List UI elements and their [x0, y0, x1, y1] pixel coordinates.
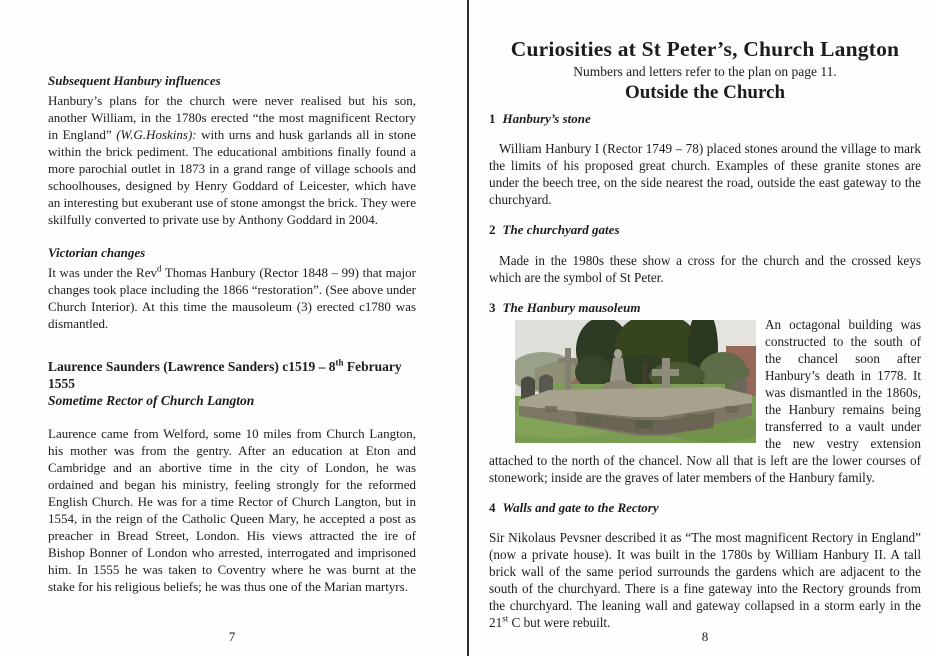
paragraph-text: Hanbury’s plans for the church were never realised but his son, another William, in the 1780s erected “the most magnificent Rectory in England”	[48, 93, 416, 142]
item-name: The churchyard gates	[502, 222, 620, 238]
item-body-text: C but were rebuilt.	[508, 614, 611, 630]
item-number: 1	[489, 111, 496, 126]
item-body-hanbury-mausoleum	[489, 316, 921, 486]
page-right	[489, 37, 921, 644]
item-body-walls-and-gate	[489, 529, 921, 631]
item-heading-walls-and-gate	[489, 499, 921, 516]
page-number-right: 8	[701, 629, 709, 644]
heading-victorian-changes: Victorian changes	[48, 245, 146, 260]
item-body-text: Sir Nikolaus Pevsner described it as “The most magnificent Rectory in England” (now a private house). It was built in the 1780s by William Hanbury II. A tall brick wall of the same period surrounds the gardens which are adjacent to the south of the churchyard. There is a fine gateway into the Rectory grounds from the churchyard. The leaning wall and gateway collapsed in a storm early in the 21	[489, 529, 921, 630]
item-name: The Hanbury mausoleum	[502, 299, 641, 315]
churchyard-photo-graphic	[515, 320, 756, 443]
paragraph-victorian-changes	[48, 264, 416, 332]
item-heading-hanbury-mausoleum	[489, 299, 921, 316]
heading-text: February 1555	[48, 359, 402, 391]
page-number-left: 7	[228, 629, 236, 644]
item-body-churchyard-gates: Made in the 1980s these show a cross for the church and the crossed keys which are the symbol of St Peter.	[489, 252, 921, 285]
item-name: Walls and gate to the Rectory	[502, 499, 659, 515]
item-body-hanburys-stone: William Hanbury I (Rector 1749 – 78) placed stones around the village to mark the limits of his proposed great church. Examples of these granite stones are under the beech tree, on the side nearest the road, outside the east gateway to the churchyard.	[489, 141, 921, 208]
page-divider-line	[467, 0, 469, 656]
paragraph-subsequent-influences	[48, 92, 416, 228]
item-heading-churchyard-gates	[489, 221, 921, 238]
paragraph-text-italic: (W.G.Hoskins):	[116, 127, 197, 142]
paragraph-laurence-biography: Laurence came from Welford, some 10 miles from Church Langton, his mother was from the gentry. After an education at Eton and Cambridge and an abortive time in the city of London, he was ordained and began his ministry, feeling strongly for the reformed English Church. He was for a time Rector of Church Langton, but in 1554, in the reign of the Catholic Queen Mary, he accepted a post as preacher in Bread Street, London. His views attracted the ire of Bishop Bonner of London who arrested, interrogated and imprisoned him. In 1555 he was taken to Coventry where he was burnt at the stake for his religious beliefs; he was thus one of the Marian martyrs.	[48, 426, 416, 594]
superscript: d	[156, 263, 162, 274]
churchyard-mausoleum-photo	[515, 320, 756, 443]
superscript: th	[335, 357, 344, 368]
item-number: 4	[489, 499, 496, 515]
page-subtitle: Numbers and letters refer to the plan on page 11.	[573, 64, 837, 79]
item-name: Hanbury’s stone	[502, 111, 591, 126]
heading-laurence-saunders	[48, 358, 416, 392]
paragraph-text: Thomas Hanbury (Rector 1848 – 99) that major changes took place including the 1866 “restoration”. (See above under Church Interior). At this time the mausoleum (3) erected c1780 was dismantled.	[48, 265, 416, 331]
heading-subsequent-hanbury-influences: Subsequent Hanbury influences	[48, 73, 221, 88]
superscript: st	[502, 613, 509, 624]
paragraph-text: It was under the Rev	[48, 265, 157, 280]
item-heading-hanburys-stone	[489, 110, 921, 127]
item-number: 2	[489, 222, 496, 238]
item-body-text: An octagonal building was constructed to the south of the chancel soon after Hanbury’s death in 1778. It was dismantled in the 1860s, the Hanbury remains being transferred to a vault under the new vestry extension attached to the north of the chancel. Now all that is left are the lower courses of stonework; inside are the graves of later members of the Hanbury family.	[489, 316, 921, 485]
item-number: 3	[489, 299, 496, 315]
subheading-sometime-rector: Sometime Rector of Church Langton	[48, 393, 255, 408]
section-heading-outside-the-church: Outside the Church	[624, 82, 786, 103]
heading-text: Laurence Saunders (Lawrence Sanders) c1519 – 8	[48, 359, 336, 374]
paragraph-text: with urns and husk garlands all in stone within the brick pediment. The educational ambitions finally found a more parochial outlet in 1873 in a grand range of village schools and schoolhouses, designed by Henry Goddard of Leicester, which have an interesting but exuberant use of stone amongst the brick. They were skilfully converted to private use by Anthony Goddard in 2004.	[48, 127, 416, 227]
page-title: Curiosities at St Peter’s, Church Langton	[510, 37, 900, 61]
page-left	[48, 72, 416, 608]
